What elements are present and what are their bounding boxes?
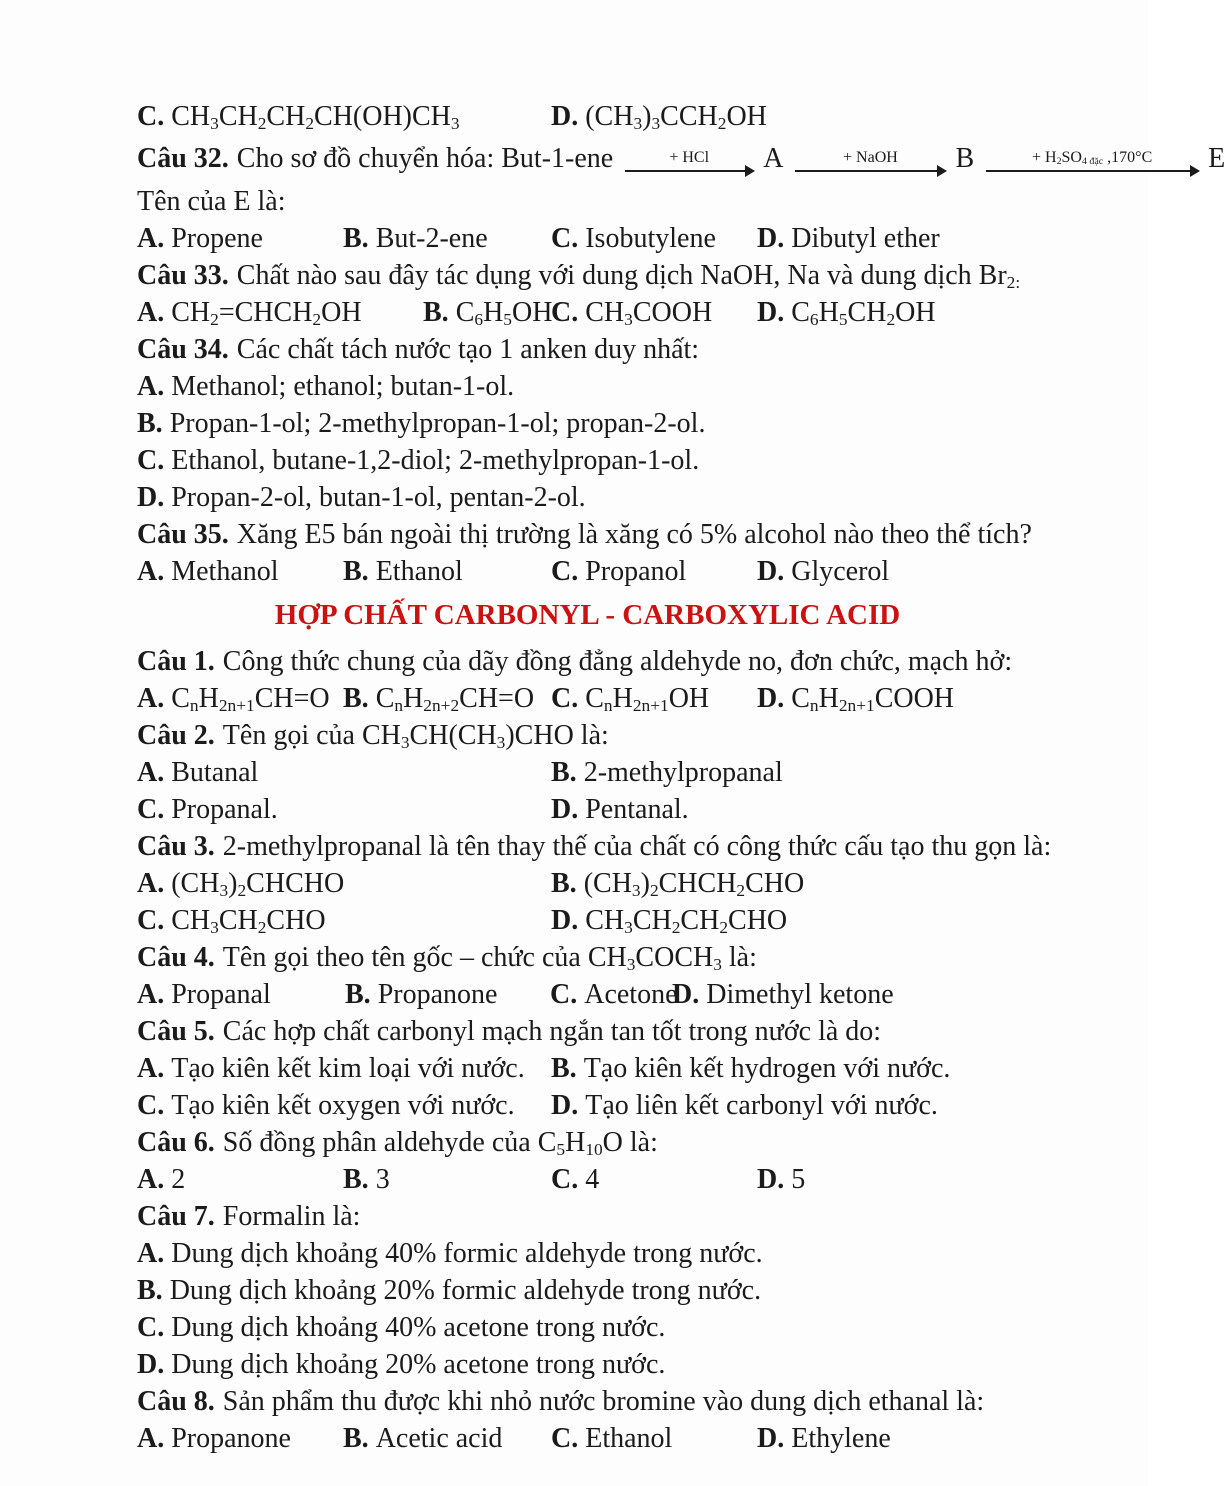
option-text: $C_nH_{2n+2}CH=O$ xyxy=(375,683,535,715)
question-4-options xyxy=(137,976,1038,1013)
option-letter: C. xyxy=(137,794,165,825)
question-2-options-cd xyxy=(137,791,1038,828)
option-letter: C. xyxy=(137,101,165,132)
question-number: Câu 8. xyxy=(137,1386,215,1417)
question-7-stem xyxy=(137,1198,1038,1235)
question-text: Sản phẩm thu được khi nhỏ nước bromine vào dung dịch ethanal là: xyxy=(222,1386,985,1417)
option-b xyxy=(343,553,551,590)
option-d xyxy=(757,680,1038,717)
question-3-stem xyxy=(137,828,1052,865)
option-letter: D. xyxy=(757,683,785,714)
option-text: Acetic acid xyxy=(375,1423,503,1454)
option-text: $C_nH_{2n+1}OH$ xyxy=(585,683,710,715)
question-text: Công thức chung của dãy đồng đẳng aldehyde no, đơn chức, mạch hở: xyxy=(222,646,1013,677)
option-letter: A. xyxy=(137,1164,165,1195)
arrow-shaft xyxy=(986,170,1198,172)
option-letter: C. xyxy=(550,979,578,1010)
question-number: Câu 32. xyxy=(137,143,229,174)
question-8-options xyxy=(137,1420,1038,1457)
option-text: Dibutyl ether xyxy=(791,223,940,254)
arrow-shaft xyxy=(625,170,753,172)
option-b xyxy=(343,1161,551,1198)
option-letter: D. xyxy=(757,297,785,328)
question-3 xyxy=(137,828,1052,939)
option-letter: A. xyxy=(137,371,165,402)
question-32-stem-line2 xyxy=(137,183,1038,220)
option-letter: B. xyxy=(423,297,449,328)
reaction-arrow-2 xyxy=(795,149,945,172)
option-text: $CH_3CH_2CH_2CHO$ xyxy=(585,905,788,937)
option-c xyxy=(551,1420,757,1457)
option-text: Methanol; ethanol; butan-1-ol. xyxy=(171,371,515,402)
question-7-option-b xyxy=(137,1272,1038,1309)
option-a xyxy=(137,1420,343,1457)
question-5 xyxy=(137,1013,1038,1124)
reaction-product-e: E xyxy=(1208,143,1225,174)
option-text: Methanol xyxy=(171,556,279,587)
question-33-stem xyxy=(137,257,1038,294)
option-text: Propanone xyxy=(377,979,498,1010)
option-text: $C_6H_5CH_2OH$ xyxy=(791,297,936,329)
question-5-options-ab xyxy=(137,1050,1038,1087)
option-letter: A. xyxy=(137,1423,165,1454)
question-7 xyxy=(137,1198,1038,1383)
option-letter: C. xyxy=(137,445,165,476)
option-a xyxy=(137,220,343,257)
question-text: Xăng E5 bán ngoài thị trường là xăng có 5% alcohol nào theo thể tích? xyxy=(236,519,1032,550)
option-letter: A. xyxy=(137,297,165,328)
reaction-condition: + NaOH xyxy=(843,148,898,166)
question-number: Câu 6. xyxy=(137,1127,215,1158)
option-letter: D. xyxy=(757,556,785,587)
option-text: 3 xyxy=(375,1164,390,1195)
option-a xyxy=(137,553,343,590)
question-number: Câu 34. xyxy=(137,334,229,365)
question-3-options-cd xyxy=(137,902,1038,939)
option-d xyxy=(757,553,1038,590)
option-d xyxy=(551,902,1038,939)
option-text: Tạo liên kết carbonyl với nước. xyxy=(585,1090,938,1121)
question-34-option-c xyxy=(137,442,1038,479)
option-text: Glycerol xyxy=(791,556,890,587)
option-c xyxy=(137,791,551,828)
question-text: Chất nào sau đây tác dụng với dung dịch NaOH, Na và dung dịch $Br_{2:}$ xyxy=(236,260,1021,292)
question-35-stem xyxy=(137,516,1038,553)
question-32 xyxy=(137,135,1225,257)
option-letter: D. xyxy=(757,223,785,254)
question-number: Câu 3. xyxy=(137,831,215,862)
question-text: Formalin là: xyxy=(222,1201,361,1232)
option-text: $CH_3CH_2CHO$ xyxy=(171,905,326,937)
question-34-stem xyxy=(137,331,1038,368)
option-c xyxy=(551,220,757,257)
option-letter: A. xyxy=(137,868,165,899)
question-number: Câu 4. xyxy=(137,942,215,973)
reaction-condition: + HCl xyxy=(669,148,710,166)
option-text: $C_6H_5OH$ xyxy=(455,297,553,329)
option-text: Acetone xyxy=(584,979,678,1010)
option-c xyxy=(137,98,551,135)
option-b xyxy=(551,1050,1038,1087)
question-34-option-b xyxy=(137,405,1038,442)
option-letter: D. xyxy=(137,1349,165,1380)
option-letter: D. xyxy=(551,905,579,936)
option-text: $CH_2=CHCH_2OH$ xyxy=(171,297,362,329)
question-33 xyxy=(137,257,1038,331)
option-text: $C_nH_{2n+1}COOH$ xyxy=(791,683,955,715)
option-letter: B. xyxy=(343,683,369,714)
option-text: Dung dịch khoảng 20% formic aldehyde trong nước. xyxy=(169,1275,762,1306)
question-5-options-cd xyxy=(137,1087,1038,1124)
question-1-stem xyxy=(137,643,1038,680)
question-number: Câu 1. xyxy=(137,646,215,677)
option-a xyxy=(137,1161,343,1198)
option-d xyxy=(757,220,1038,257)
option-text: $(CH_3)_2CHCHO$ xyxy=(171,868,345,900)
option-b xyxy=(343,680,551,717)
option-letter: B. xyxy=(137,408,163,439)
option-letter: C. xyxy=(551,223,579,254)
question-number: Câu 33. xyxy=(137,260,229,291)
option-letter: B. xyxy=(345,979,371,1010)
reaction-condition: + $H_2SO_{4 đặc}$ ,170°C xyxy=(1032,148,1153,168)
option-letter: D. xyxy=(551,1090,579,1121)
option-text: Tạo kiên kết kim loại với nước. xyxy=(171,1053,525,1084)
option-text: Ethanol, butane-1,2-diol; 2-methylpropan-1-ol. xyxy=(171,445,700,476)
option-text: But-2-ene xyxy=(375,223,488,254)
option-letter: A. xyxy=(137,1053,165,1084)
question-text: Cho sơ đồ chuyển hóa: But-1-ene xyxy=(236,143,614,174)
reaction-arrow-3 xyxy=(986,149,1198,172)
question-2-options-ab xyxy=(137,754,1038,791)
option-letter: B. xyxy=(551,757,577,788)
question-5-stem xyxy=(137,1013,1038,1050)
option-text: Ethanol xyxy=(375,556,463,587)
option-letter: C. xyxy=(551,683,579,714)
option-letter: D. xyxy=(757,1164,785,1195)
question-34-option-d xyxy=(137,479,1038,516)
option-b xyxy=(343,1420,551,1457)
option-text: Butanal xyxy=(171,757,259,788)
option-text: Propanone xyxy=(171,1423,291,1454)
question-35-options xyxy=(137,553,1038,590)
option-a xyxy=(137,680,343,717)
question-7-option-d xyxy=(137,1346,1038,1383)
option-text: Pentanal. xyxy=(585,794,689,825)
option-text: $C_nH_{2n+1}CH=O$ xyxy=(171,683,330,715)
option-d xyxy=(757,1161,1038,1198)
option-text: Ethanol xyxy=(585,1423,673,1454)
option-text: Ethylene xyxy=(791,1423,891,1454)
reaction-arrow-1 xyxy=(625,149,753,172)
question-3-options-ab xyxy=(137,865,1038,902)
question-8-stem xyxy=(137,1383,1038,1420)
question-33-options xyxy=(137,294,1038,331)
option-letter: D. xyxy=(672,979,700,1010)
option-letter: D. xyxy=(757,1423,785,1454)
option-d xyxy=(757,294,1038,331)
question-6-stem xyxy=(137,1124,1038,1161)
question-text: 2-methylpropanal là tên thay thế của chất có công thức cấu tạo thu gọn là: xyxy=(222,831,1052,862)
option-letter: A. xyxy=(137,757,165,788)
question-32-stem xyxy=(137,135,1225,183)
option-letter: A. xyxy=(137,683,165,714)
option-text: Propan-2-ol, butan-1-ol, pentan-2-ol. xyxy=(171,482,586,513)
question-35 xyxy=(137,516,1038,590)
option-text: Isobutylene xyxy=(585,223,716,254)
option-text: $(CH_3)_2CHCH_2CHO$ xyxy=(583,868,805,900)
question-number: Câu 7. xyxy=(137,1201,215,1232)
question-6 xyxy=(137,1124,1038,1198)
option-letter: A. xyxy=(137,979,165,1010)
option-c xyxy=(551,553,757,590)
option-d xyxy=(672,976,1038,1013)
option-b xyxy=(345,976,550,1013)
option-b xyxy=(343,220,551,257)
option-a xyxy=(137,1050,551,1087)
option-c xyxy=(551,680,757,717)
option-letter: A. xyxy=(137,223,165,254)
option-letter: B. xyxy=(551,1053,577,1084)
question-text: Các chất tách nước tạo 1 anken duy nhất: xyxy=(236,334,700,365)
option-letter: B. xyxy=(343,1164,369,1195)
option-d xyxy=(551,98,1038,135)
option-letter: B. xyxy=(137,1275,163,1306)
question-text: Tên gọi theo tên gốc – chức của $CH_3COCH_3$ là: xyxy=(222,942,757,974)
option-c xyxy=(551,294,757,331)
option-text: Dung dịch khoảng 20% acetone trong nước. xyxy=(171,1349,666,1380)
option-d xyxy=(757,1420,1038,1457)
question-2 xyxy=(137,717,1038,828)
option-letter: C. xyxy=(551,297,579,328)
leftover-options-row xyxy=(137,98,1038,135)
option-text: Propanol xyxy=(585,556,687,587)
question-number: Câu 2. xyxy=(137,720,215,751)
question-2-stem xyxy=(137,717,1038,754)
question-number: Câu 5. xyxy=(137,1016,215,1047)
section-heading: HỢP CHẤT CARBONYL - CARBOXYLIC ACID xyxy=(274,599,901,631)
question-1 xyxy=(137,643,1038,717)
option-text: Dung dịch khoảng 40% formic aldehyde trong nước. xyxy=(171,1238,763,1269)
option-letter: B. xyxy=(343,1423,369,1454)
question-number: Câu 35. xyxy=(137,519,229,550)
option-letter: C. xyxy=(551,556,579,587)
option-text: 2 xyxy=(171,1164,186,1195)
option-letter: A. xyxy=(137,1238,165,1269)
option-c xyxy=(550,976,678,1013)
option-letter: D. xyxy=(551,794,579,825)
question-text: Tên của E là: xyxy=(137,186,286,217)
option-b xyxy=(551,754,1038,791)
option-c xyxy=(137,1087,551,1124)
option-letter: A. xyxy=(137,556,165,587)
question-text: Các hợp chất carbonyl mạch ngắn tan tốt trong nước là do: xyxy=(222,1016,882,1047)
question-text: Số đồng phân aldehyde của $C_5H_{10}O$ là: xyxy=(222,1127,658,1159)
option-a xyxy=(137,294,423,331)
option-letter: C. xyxy=(137,1312,165,1343)
question-7-option-c xyxy=(137,1309,1038,1346)
question-32-options xyxy=(137,220,1038,257)
option-letter: B. xyxy=(343,556,369,587)
option-b xyxy=(551,865,1038,902)
option-text: Tạo kiên kết oxygen với nước. xyxy=(171,1090,515,1121)
option-letter: D. xyxy=(137,482,165,513)
question-6-options xyxy=(137,1161,1038,1198)
option-letter: B. xyxy=(551,868,577,899)
question-4-stem xyxy=(137,939,1038,976)
option-text: Propanal xyxy=(171,979,271,1010)
question-8 xyxy=(137,1383,1038,1457)
question-text: Tên gọi của $CH_3CH(CH_3)CHO$ là: xyxy=(222,720,609,752)
option-text: Tạo kiên kết hydrogen với nước. xyxy=(583,1053,951,1084)
option-letter: D. xyxy=(551,101,579,132)
option-text: Dimethyl ketone xyxy=(706,979,894,1010)
option-letter: C. xyxy=(551,1164,579,1195)
option-text: Dung dịch khoảng 40% acetone trong nước. xyxy=(171,1312,666,1343)
option-c xyxy=(551,1161,757,1198)
option-text: 4 xyxy=(585,1164,600,1195)
arrow-shaft xyxy=(795,170,945,172)
option-text: 5 xyxy=(791,1164,806,1195)
option-text: 2-methylpropanal xyxy=(583,757,783,788)
question-34 xyxy=(137,331,1038,516)
option-letter: C. xyxy=(137,905,165,936)
option-text: $CH_3COOH$ xyxy=(585,297,713,329)
option-letter: C. xyxy=(551,1423,579,1454)
option-c xyxy=(137,902,551,939)
reaction-product-a: A xyxy=(763,143,784,174)
option-d xyxy=(551,1087,1038,1124)
question-34-option-a xyxy=(137,368,1038,405)
reaction-product-b: B xyxy=(955,143,975,174)
option-text: Propanal. xyxy=(171,794,278,825)
question-7-option-a xyxy=(137,1235,1038,1272)
option-text: $CH_3CH_2CH_2CH(OH)CH_3$ xyxy=(171,101,460,133)
option-a xyxy=(137,865,551,902)
option-a xyxy=(137,754,551,791)
option-a xyxy=(137,976,345,1013)
option-letter: B. xyxy=(343,223,369,254)
option-b xyxy=(423,294,551,331)
question-4 xyxy=(137,939,1038,1013)
option-d xyxy=(551,791,1038,828)
option-text: Propene xyxy=(171,223,263,254)
question-1-options xyxy=(137,680,1038,717)
option-letter: C. xyxy=(137,1090,165,1121)
option-text: $(CH_3)_3CCH_2OH$ xyxy=(585,101,767,133)
option-text: Propan-1-ol; 2-methylpropan-1-ol; propan-2-ol. xyxy=(169,408,706,439)
